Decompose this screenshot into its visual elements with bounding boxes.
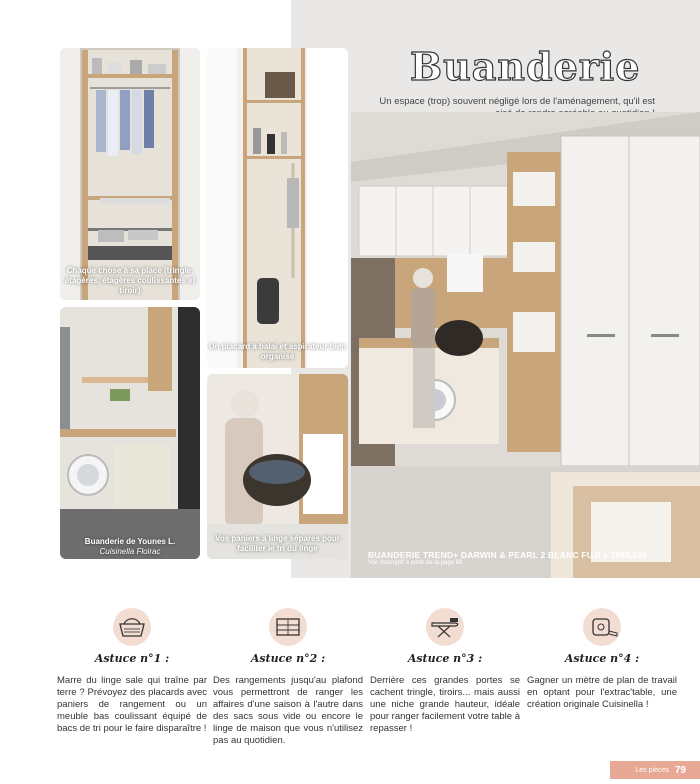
tip-title: Astuce n°1 : xyxy=(94,652,170,665)
tip-text: Gagner un mètre de plan de travail en optant pour l'extrac'table, une création originale Cuisinella ! xyxy=(527,675,677,710)
tile-caption: Vos paniers à linge séparés pour faciliter le tri du linge xyxy=(215,534,340,553)
hero-laundry-illustration xyxy=(351,112,700,578)
baskets-illustration xyxy=(207,374,348,559)
tile-caption: Buanderie de Younes L. xyxy=(84,537,176,546)
photo-younes-laundry xyxy=(60,307,200,559)
tile-caption: Un placard à balai et aspirateur bien organisé xyxy=(208,342,347,361)
tip-text: Des rangements jusqu'au plafond vous permettront de ranger les affaires d'une saison à l'autre dans des sacs sous vide ou encore le linge de maison que vous n'utilisez pas au quotidien. xyxy=(213,675,363,746)
laundry-room-illustration xyxy=(60,307,200,559)
laundry-basket-icon xyxy=(113,608,151,646)
page-title: Buanderie xyxy=(410,44,641,89)
footer-section: Les pièces xyxy=(635,766,669,774)
tip-3 xyxy=(370,608,520,735)
intro-text: Un espace (trop) souvent négligé lors de l'aménagement, qu'il est xyxy=(379,96,655,107)
tip-1 xyxy=(57,608,207,735)
tip-2 xyxy=(213,608,363,747)
tip-title: Astuce n°4 : xyxy=(564,652,640,665)
tip-title: Astuce n°3 : xyxy=(407,652,483,665)
photo-hero-laundry xyxy=(351,112,700,578)
page-number: 79 xyxy=(674,764,686,776)
tip-title: Astuce n°2 : xyxy=(250,652,326,665)
hero-caption-sub: Voir descriptif à partir de la page 88 xyxy=(368,560,463,566)
tip-text: Marre du linge sale qui traîne par terre ? Prévoyez des placards avec paniers de rangement ou un meuble bas coulissant équipé de bacs de tri pour le faire disparaître ! xyxy=(57,675,207,734)
tile-caption: Chaque chose à sa place (tringle, étagères, étagères coulissantes et tiroir) xyxy=(64,266,196,295)
storage-box-icon xyxy=(269,608,307,646)
hero-caption xyxy=(368,550,668,566)
tip-4 xyxy=(527,608,677,711)
ironing-board-icon xyxy=(426,608,464,646)
wardrobe-illustration xyxy=(60,48,200,300)
measuring-tape-icon xyxy=(583,608,621,646)
tip-text: Derrière ces grandes portes se cachent tringle, tiroirs... mais aussi une niche grande hauteur, idéale pour ranger facilement votre table à repasser ! xyxy=(370,675,520,734)
hero-caption-title: BUANDERIE TREND+ DARWIN & PEARL 2 BLANC FUJI à 2968,59€ xyxy=(368,550,648,560)
tile-caption-block xyxy=(60,537,200,557)
photo-laundry-baskets xyxy=(207,374,348,559)
page-footer xyxy=(610,761,700,779)
tile-caption-sub: Cuisinella Floirac xyxy=(99,547,161,556)
photo-wardrobe xyxy=(60,48,200,300)
photo-broom-closet xyxy=(207,48,348,368)
broom-closet-illustration xyxy=(207,48,348,368)
